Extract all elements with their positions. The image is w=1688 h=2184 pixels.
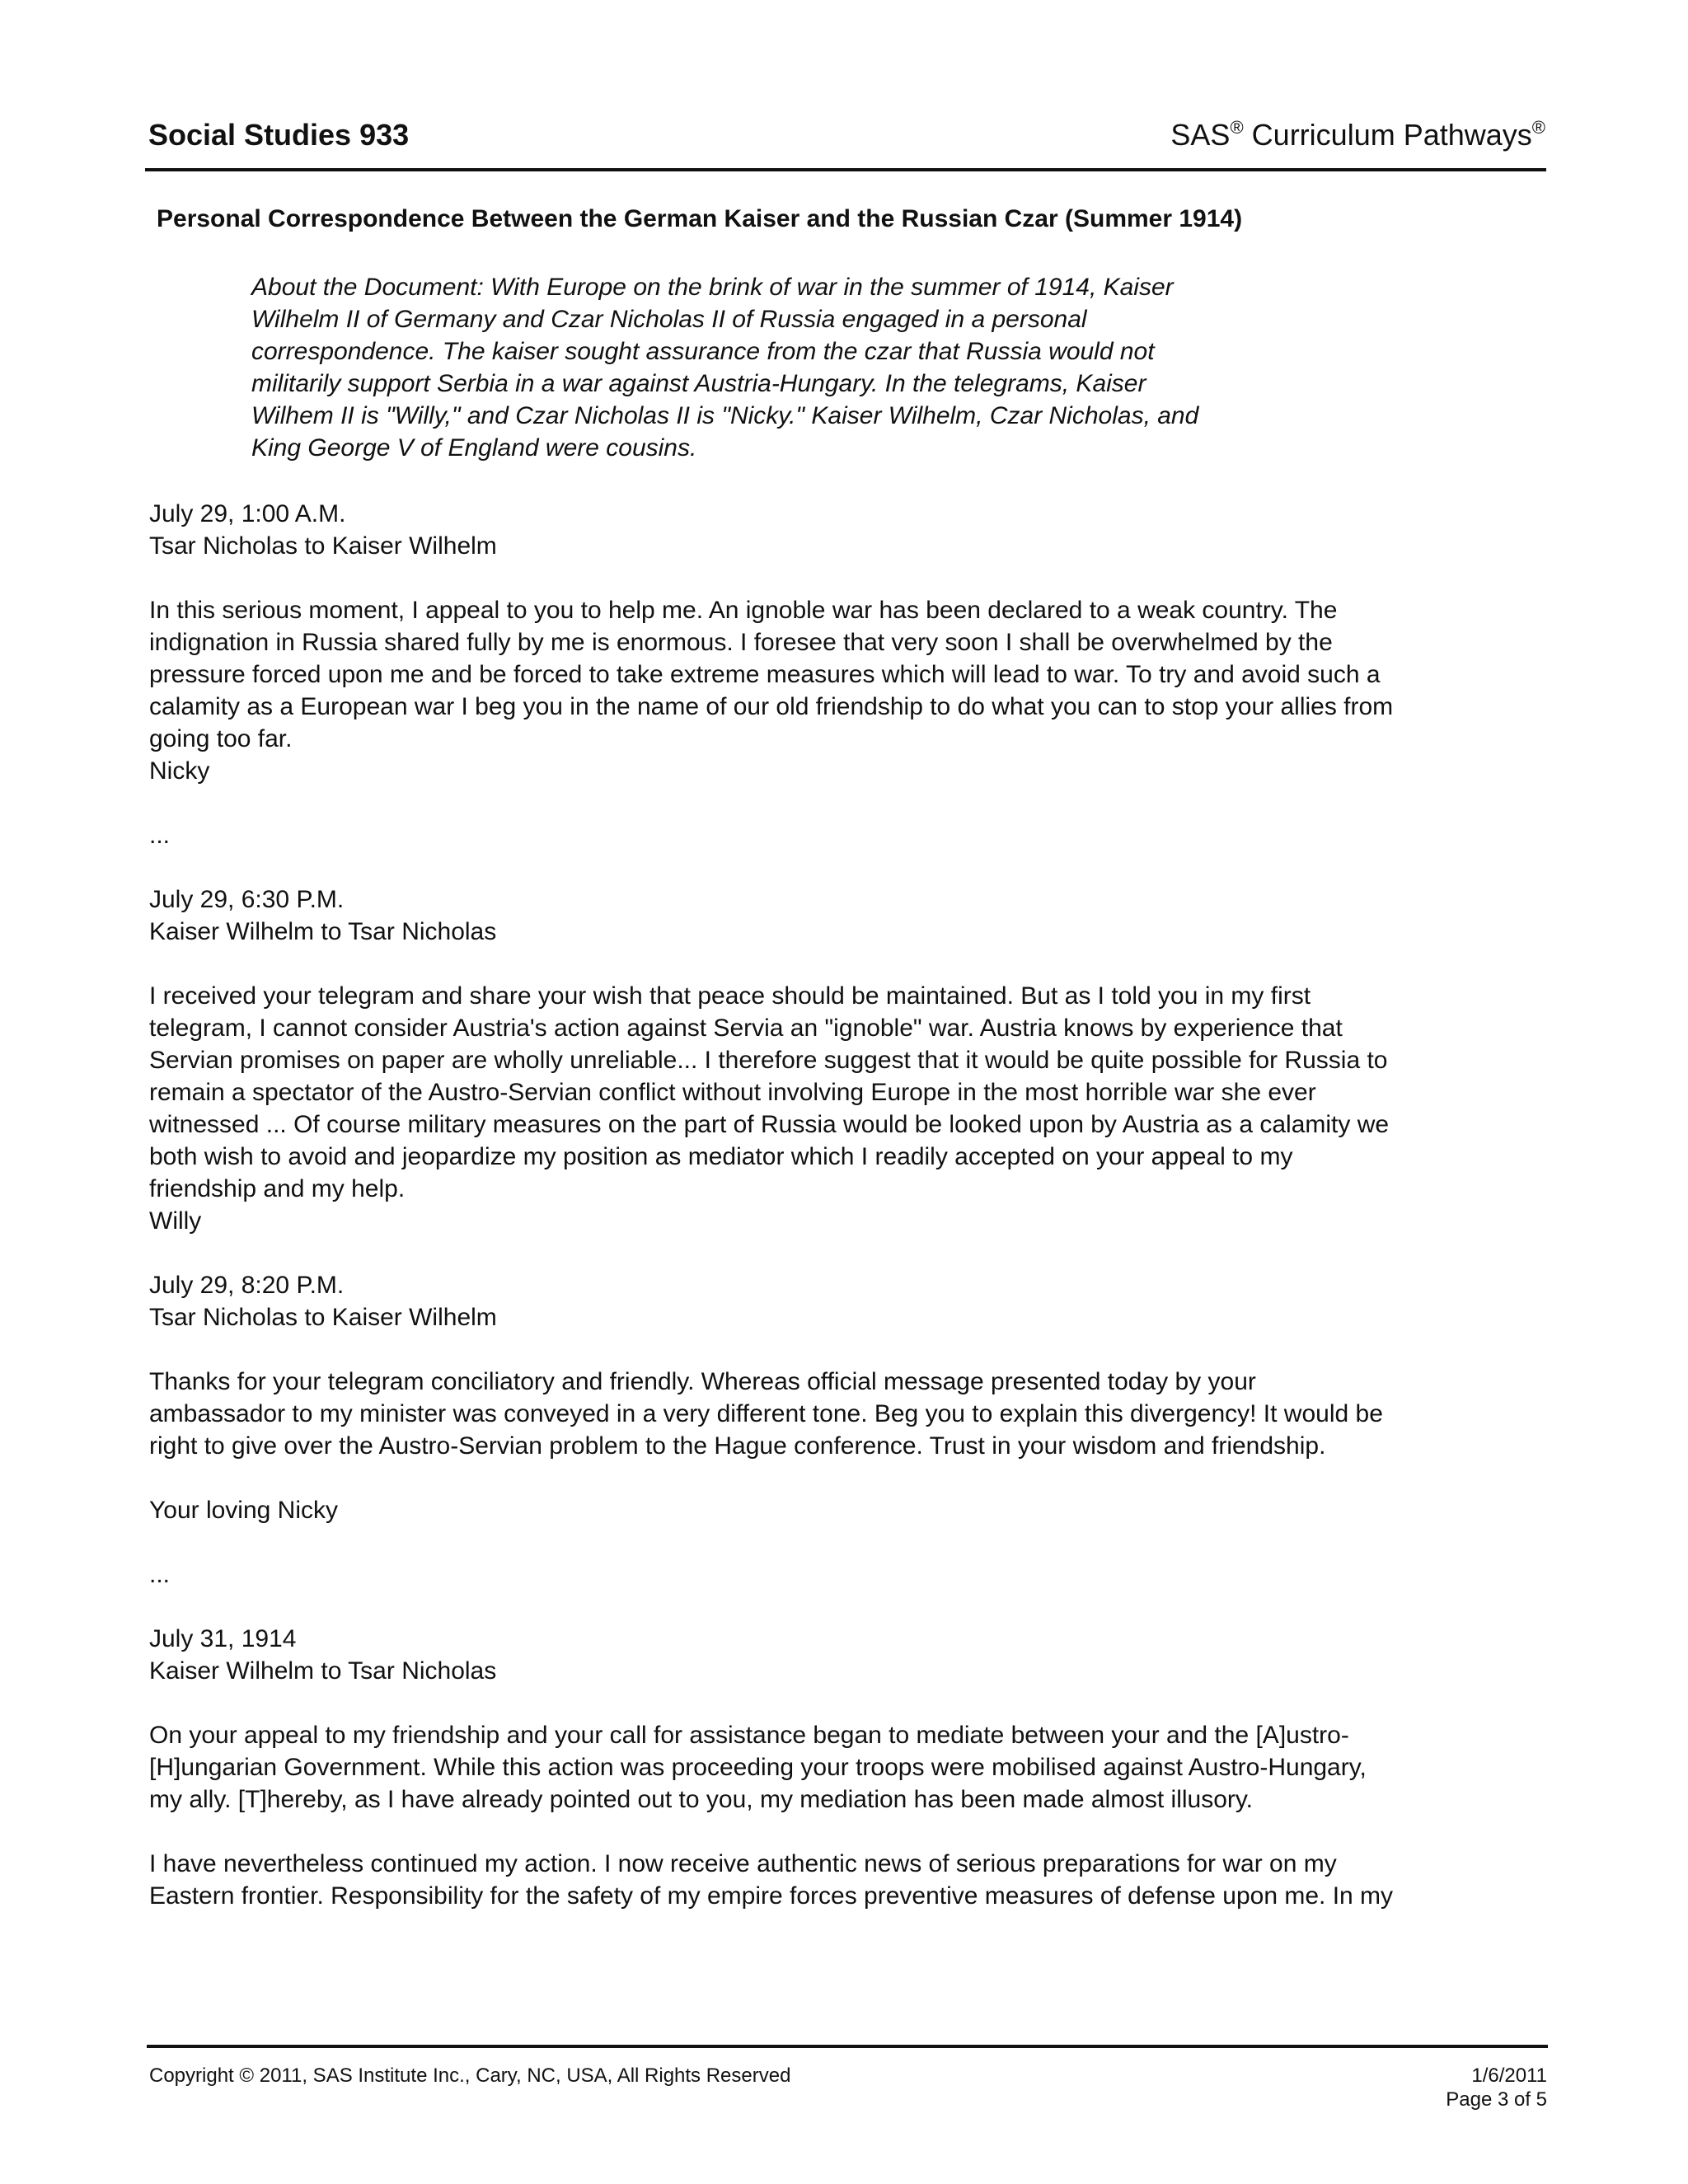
body-line: Your loving Nicky [149,1497,338,1524]
registered-mark: ® [1230,117,1244,138]
about-line: About the Document: With Europe on the brink of war in the summer of 1914, Kaiser [251,274,1174,301]
blank-line [149,562,1542,594]
blank-line [149,787,1542,819]
page-number: Page 3 of 5 [1446,2088,1547,2111]
about-line: King George V of England were cousins. [251,434,697,462]
blank-line [149,1462,1542,1494]
body-line: indignation in Russia shared fully by me is enormous. I foresee that very soon I shall be overwhelmed by the [149,629,1333,656]
document-title: Personal Correspondence Between the German Kaiser and the Russian Czar (Summer 1914) [157,205,1243,232]
body-line: [H]ungarian Government. While this action was proceeding your troops were mobilised against Austro-Hungary, [149,1754,1367,1781]
body-line: ... [149,822,171,849]
body-line: Eastern frontier. Responsibility for the safety of my empire forces preventive measures of defense upon me. In my [149,1882,1394,1910]
copyright-notice: Copyright © 2011, SAS Institute Inc., Cary, NC, USA, All Rights Reserved [149,2064,791,2087]
body-line: Tsar Nicholas to Kaiser Wilhelm [149,1304,497,1331]
about-line: Wilhelm II of Germany and Czar Nicholas II of Russia engaged in a personal [251,306,1087,333]
correspondence-body [149,498,1542,1912]
blank-line [149,1526,1542,1558]
body-line: In this serious moment, I appeal to you to help me. An ignoble war has been declared to a weak country. The [149,597,1338,624]
brand-prefix: SAS [1170,118,1231,152]
body-line: telegram, I cannot consider Austria's action against Servia an "ignoble" war. Austria knows by experience that [149,1015,1343,1042]
body-line: July 29, 6:30 P.M. [149,886,345,913]
body-line: remain a spectator of the Austro-Servian conflict without involving Europe in the most horrible war she ever [149,1079,1316,1106]
body-line: ... [149,1561,171,1588]
body-line: I have nevertheless continued my action. I now receive authentic news of serious preparations for war on my [149,1850,1337,1877]
body-line: Servian promises on paper are wholly unreliable... I therefore suggest that it would be quite possible for Russia to [149,1047,1388,1074]
body-line: July 29, 1:00 A.M. [149,500,346,527]
about-the-document [251,271,1348,464]
footer-divider [147,2045,1548,2048]
body-line: Kaiser Wilhelm to Tsar Nicholas [149,1657,497,1685]
blank-line [149,1591,1542,1623]
body-line: right to give over the Austro-Servian problem to the Hague conference. Trust in your wisdom and friendship. [149,1432,1326,1460]
about-line: correspondence. The kaiser sought assurance from the czar that Russia would not [251,338,1155,365]
blank-line [149,948,1542,980]
page-header [148,115,1545,165]
about-line: Wilhem II is "Willy," and Czar Nicholas II is "Nicky." Kaiser Wilhelm, Czar Nicholas, and [251,402,1199,429]
body-line: both wish to avoid and jeopardize my position as mediator which I readily accepted on your appeal to my [149,1143,1293,1170]
course-title: Social Studies 933 [148,118,410,152]
page-info [1446,2064,1547,2111]
brand-name [1170,115,1545,155]
blank-line [149,851,1542,883]
body-line: July 31, 1914 [149,1625,297,1652]
body-line: July 29, 8:20 P.M. [149,1272,345,1299]
body-line: Nicky [149,757,210,785]
document-date: 1/6/2011 [1471,2064,1547,2087]
body-line: Tsar Nicholas to Kaiser Wilhelm [149,532,497,560]
body-line: I received your telegram and share your wish that peace should be maintained. But as I told you in my first [149,982,1311,1010]
body-line: calamity as a European war I beg you in the name of our old friendship to do what you can to stop your allies from [149,693,1394,720]
blank-line [149,1333,1542,1366]
brand-suffix: Curriculum Pathways [1243,118,1532,152]
body-line: Kaiser Wilhelm to Tsar Nicholas [149,918,497,945]
registered-mark: ® [1531,117,1545,138]
body-line: On your appeal to my friendship and your call for assistance began to mediate between your and the [A]ustro- [149,1722,1349,1749]
body-line: Willy [149,1207,202,1235]
body-line: my ally. [T]hereby, as I have already pointed out to you, my mediation has been made almost illusory. [149,1786,1253,1813]
body-line: pressure forced upon me and be forced to take extreme measures which will lead to war. To try and avoid such a [149,661,1381,688]
blank-line [149,1687,1542,1719]
body-line: friendship and my help. [149,1175,406,1202]
body-line: going too far. [149,725,293,752]
body-line: ambassador to my minister was conveyed in a very different tone. Beg you to explain this divergency! It would be [149,1400,1383,1427]
header-divider [145,168,1546,171]
about-line: militarily support Serbia in a war against Austria-Hungary. In the telegrams, Kaiser [251,370,1146,397]
blank-line [149,1816,1542,1848]
body-line: witnessed ... Of course military measures on the part of Russia would be looked upon by Austria as a calamity we [149,1111,1390,1138]
body-line: Thanks for your telegram conciliatory and friendly. Whereas official message presented today by your [149,1368,1256,1395]
blank-line [149,1237,1542,1269]
